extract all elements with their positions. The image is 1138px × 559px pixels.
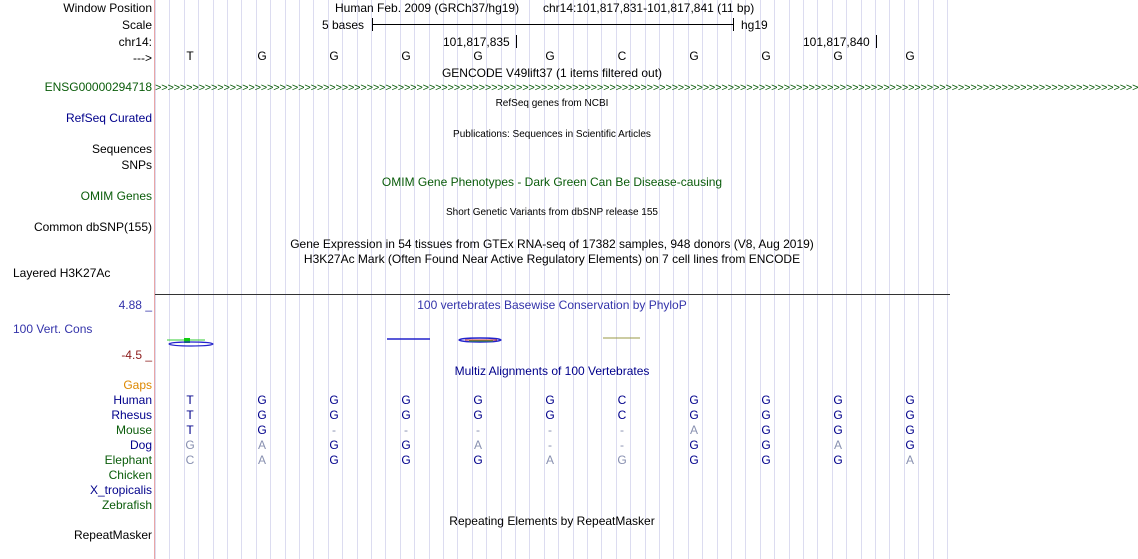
alignment-base: G bbox=[905, 438, 915, 452]
scale-db-text: hg19 bbox=[741, 18, 768, 32]
species-label[interactable]: Human bbox=[113, 393, 152, 407]
species-label[interactable]: X_tropicalis bbox=[89, 483, 152, 497]
alignment-base: A bbox=[473, 438, 482, 452]
alignment-base: G bbox=[833, 408, 843, 422]
species-label[interactable]: Zebrafish bbox=[101, 498, 152, 512]
alignment-base: - bbox=[620, 438, 624, 452]
alignment-base: G bbox=[473, 453, 483, 467]
scale-label: Scale bbox=[121, 18, 152, 32]
scale-bases-text: 5 bases bbox=[322, 18, 365, 32]
species-label[interactable]: Elephant bbox=[104, 453, 152, 467]
dbsnp-track-title[interactable]: Short Genetic Variants from dbSNP release 155 bbox=[446, 207, 658, 218]
alignment-base: G bbox=[185, 438, 195, 452]
refseq-curated-label[interactable]: RefSeq Curated bbox=[65, 111, 152, 125]
dbsnp-label[interactable]: Common dbSNP(155) bbox=[33, 220, 152, 234]
scale-bar bbox=[372, 24, 733, 25]
alignment-base: G bbox=[257, 408, 267, 422]
phylop-blip-1 bbox=[167, 338, 213, 346]
reference-base: G bbox=[761, 49, 771, 63]
alignment-base: G bbox=[401, 453, 411, 467]
alignment-base: G bbox=[545, 408, 555, 422]
alignment-base: A bbox=[833, 438, 842, 452]
coord-right: 101,817,840 bbox=[803, 35, 870, 49]
gtex-track-title[interactable]: Gene Expression in 54 tissues from GTEx RNA-seq of 17382 samples, 948 donors (V8, Aug 2019) bbox=[290, 237, 814, 251]
alignment-base: G bbox=[401, 408, 411, 422]
alignment-base: G bbox=[905, 393, 915, 407]
alignment-base: G bbox=[401, 438, 411, 452]
alignment-base: A bbox=[257, 438, 266, 452]
window-position-label: Window Position bbox=[63, 1, 152, 15]
alignment-base: C bbox=[185, 453, 195, 467]
species-label[interactable]: Mouse bbox=[115, 423, 152, 437]
scale-bar-right-tick bbox=[733, 18, 734, 31]
omim-genes-label[interactable]: OMIM Genes bbox=[80, 189, 152, 203]
gencode-gene-label[interactable]: ENSG00000294718 bbox=[44, 80, 152, 94]
coord-right-tick bbox=[876, 35, 877, 48]
reference-base: G bbox=[401, 49, 411, 63]
alignment-base: G bbox=[329, 393, 339, 407]
coord-left: 101,817,835 bbox=[443, 35, 510, 49]
alignment-base: G bbox=[329, 408, 339, 422]
alignment-base: A bbox=[689, 423, 698, 437]
alignment-base: C bbox=[617, 393, 627, 407]
phylop-signal bbox=[155, 330, 950, 354]
sequences-label[interactable]: Sequences bbox=[91, 142, 152, 156]
alignment-base: G bbox=[761, 408, 771, 422]
alignment-base: - bbox=[476, 423, 480, 437]
alignment-base: G bbox=[761, 453, 771, 467]
gaps-label: Gaps bbox=[123, 378, 152, 392]
alignment-base: G bbox=[401, 393, 411, 407]
assembly-title: Human Feb. 2009 (GRCh37/hg19) bbox=[335, 1, 520, 15]
alignment-base: G bbox=[329, 453, 339, 467]
reference-base: G bbox=[329, 49, 339, 63]
alignment-base: G bbox=[905, 408, 915, 422]
species-label[interactable]: Dog bbox=[129, 438, 152, 452]
alignment-base: G bbox=[689, 408, 699, 422]
alignment-base: G bbox=[833, 423, 843, 437]
cons-track-top-border bbox=[155, 294, 950, 295]
gencode-gene-chevrons[interactable]: >>>>>>>>>>>>>>>>>>>>>>>>>>>>>>>>>>>>>>>>>>>>>>>>>>>>>>>>>>>>>>>>>>>>>>>>>>>>>>>>>>>>>>>>>>>>>>>>>>>>>>>>>>>>>>>>>>>>>>>>>>>>>>>>>>>>>>>>>>>>>>>>>>>>>>>>>>>>>> bbox=[155, 82, 1138, 94]
alignment-base: - bbox=[548, 438, 552, 452]
h3k27ac-track-title[interactable]: H3K27Ac Mark (Often Found Near Active Regulatory Elements) on 7 cell lines from ENCODE bbox=[303, 252, 801, 266]
refseq-track-title[interactable]: RefSeq genes from NCBI bbox=[495, 98, 609, 109]
cons-max-label: 4.88 _ bbox=[118, 298, 152, 312]
phylop-blip-3 bbox=[459, 338, 501, 342]
alignment-base: G bbox=[905, 423, 915, 437]
reference-base: T bbox=[186, 49, 194, 63]
publications-track-title[interactable]: Publications: Sequences in Scientific Articles bbox=[453, 129, 651, 140]
alignment-base: T bbox=[186, 423, 194, 437]
snps-label[interactable]: SNPs bbox=[121, 158, 152, 172]
alignment-base: A bbox=[545, 453, 554, 467]
cons-min-label: -4.5 _ bbox=[121, 348, 152, 362]
window-position-value: chr14:101,817,831-101,817,841 (11 bp) bbox=[543, 1, 755, 15]
reference-base: G bbox=[905, 49, 915, 63]
track-labels-panel bbox=[0, 0, 154, 559]
gencode-track-title[interactable]: GENCODE V49lift37 (1 items filtered out) bbox=[441, 66, 663, 80]
alignment-base: G bbox=[473, 408, 483, 422]
alignment-base: G bbox=[761, 393, 771, 407]
alignment-base: - bbox=[404, 423, 408, 437]
tracks-panel[interactable] bbox=[155, 0, 1138, 559]
alignment-base: G bbox=[761, 423, 771, 437]
reference-base: G bbox=[689, 49, 699, 63]
reference-base: G bbox=[545, 49, 555, 63]
alignment-base: G bbox=[257, 393, 267, 407]
cons-track-label[interactable]: 100 Vert. Cons bbox=[13, 322, 93, 336]
alignment-base: G bbox=[473, 393, 483, 407]
alignment-base: G bbox=[689, 453, 699, 467]
alignment-base: - bbox=[620, 423, 624, 437]
alignment-base: G bbox=[329, 438, 339, 452]
species-label[interactable]: Rhesus bbox=[111, 408, 152, 422]
strand-arrow-label: ---> bbox=[133, 51, 152, 65]
reference-base: C bbox=[617, 49, 627, 63]
alignment-base: T bbox=[186, 393, 194, 407]
coord-left-tick bbox=[516, 35, 517, 48]
omim-track-title[interactable]: OMIM Gene Phenotypes - Dark Green Can Be Disease-causing bbox=[381, 175, 723, 189]
alignment-base: G bbox=[689, 393, 699, 407]
multiz-track-title[interactable]: Multiz Alignments of 100 Vertebrates bbox=[454, 364, 650, 378]
alignment-base: G bbox=[761, 438, 771, 452]
reference-base: G bbox=[473, 49, 483, 63]
reference-base: G bbox=[833, 49, 843, 63]
h3k27ac-label[interactable]: Layered H3K27Ac bbox=[13, 266, 111, 280]
alignment-base: A bbox=[905, 453, 914, 467]
repeatmasker-track-title[interactable]: Repeating Elements by RepeatMasker bbox=[449, 514, 655, 528]
alignment-base: - bbox=[548, 423, 552, 437]
alignment-base: A bbox=[257, 453, 266, 467]
alignment-base: G bbox=[545, 393, 555, 407]
alignment-base: C bbox=[617, 408, 627, 422]
chrom-label: chr14: bbox=[118, 35, 152, 49]
alignment-base: G bbox=[833, 393, 843, 407]
alignment-base: G bbox=[689, 438, 699, 452]
alignment-base: G bbox=[833, 453, 843, 467]
repeatmasker-label[interactable]: RepeatMasker bbox=[73, 528, 152, 542]
species-label[interactable]: Chicken bbox=[108, 468, 152, 482]
alignment-base: - bbox=[332, 423, 336, 437]
reference-base: G bbox=[257, 49, 267, 63]
alignment-base: T bbox=[186, 408, 194, 422]
alignment-base: G bbox=[257, 423, 267, 437]
phylop-track-title[interactable]: 100 vertebrates Basewise Conservation by PhyloP bbox=[417, 298, 687, 312]
alignment-base: G bbox=[617, 453, 627, 467]
